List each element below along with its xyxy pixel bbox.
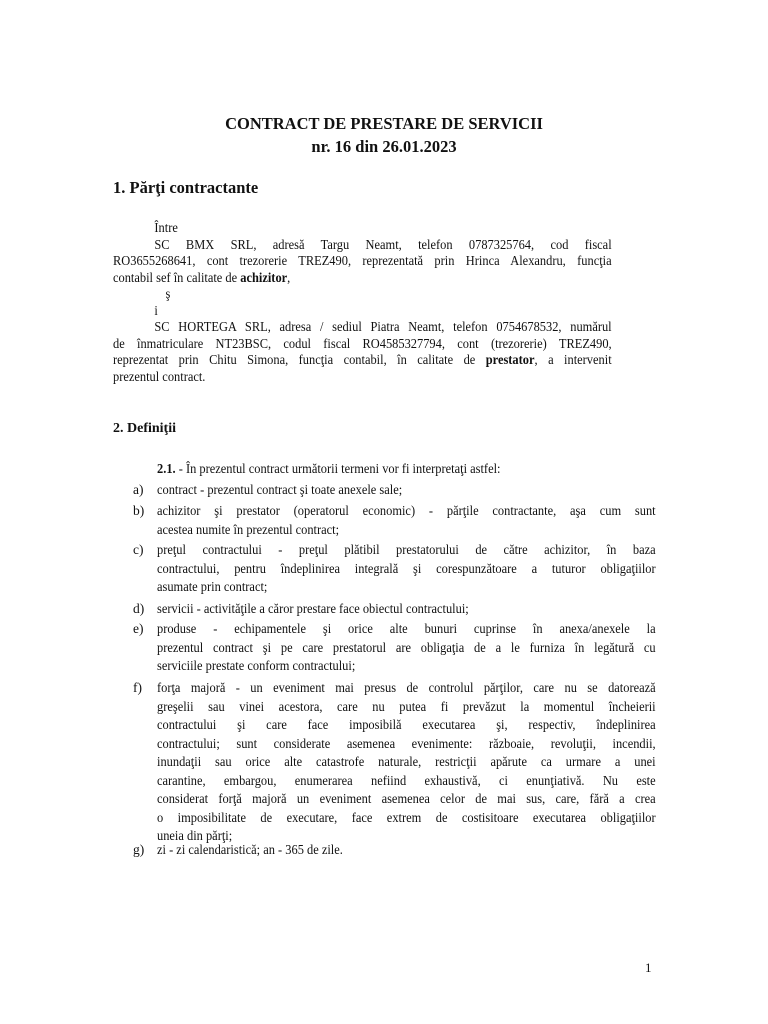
definition-line: contractului; sunt considerate asemenea evenimente: războaie, revoluţii, incendii, (157, 735, 656, 751)
definition-line: zi - zi calendaristică; an - 365 de zile. (157, 842, 343, 857)
definition-text (157, 481, 656, 500)
definition-line: greşelii sau vinei acestora, care nu putea fi prevăzut la momentul încheierii (157, 698, 656, 714)
party2-line1: SC HORTEGA SRL, adresa / sediul Piatra Neamt, telefon 0754678532, numărul (154, 319, 612, 334)
definition-line: contract - prezentul contract şi toate anexele sale; (157, 482, 403, 497)
list-marker: g) (133, 842, 145, 857)
party2-line3 (113, 352, 612, 369)
definition-line: o imposibilitate de executare, face extrem de costisitoare executarea obligaţiilor (157, 809, 656, 825)
party2-role: prestator (485, 352, 535, 367)
definition-line: preţul contractului - preţul plătibil prestatorului de către achizitor, în baza (157, 542, 656, 557)
definition-line: prezentul contract şi pe care prestatorul are obligaţia de a le furniza în legătură cu (157, 639, 656, 655)
conjunction-part1: ş (165, 286, 171, 301)
party1-line3 (113, 270, 612, 287)
party2-line2: de înmatriculare NT23BSC, codul fiscal RO4585327794, cont (trezorerie) TREZ490, (113, 335, 612, 351)
definition-line: inundaţii sau orice alte catastrofe naturale, restricţii apărute ca urmare a unei (157, 754, 656, 769)
party1-line2: RO3655268641, cont trezorerie TREZ490, reprezentată prin Hrinca Alexandru, funcţia (113, 253, 612, 268)
definition-line: carantine, embargou, enumerarea nefiind exhaustivă, ci enunţiativă. Nu este (157, 772, 656, 788)
contract-number: nr. 16 din 26.01.2023 (311, 137, 457, 156)
party2-line3-post: , a intervenit (534, 352, 612, 367)
definition-line: contractului şi care face imposibilă executarea şi, respectiv, îndeplinirea (157, 717, 656, 732)
list-marker: e) (133, 621, 144, 636)
definition-text (157, 841, 656, 860)
intro-text: Între (154, 220, 178, 235)
conjunction-part2: i (154, 302, 158, 318)
clause-text: - În prezentul contract următorii termeni vor fi interpretaţi astfel: (175, 461, 501, 476)
party2-line4: prezentul contract. (113, 368, 206, 384)
party1-line1: SC BMX SRL, adresă Targu Neamt, telefon 0787325764, cod fiscal (154, 236, 612, 252)
party1-line3-post: , (287, 269, 291, 285)
parties-paragraph (113, 220, 612, 385)
definition-line: produse - echipamentele şi orice alte bunuri cuprinse în anexa/anexele la (157, 621, 656, 636)
definition-line: asumate prin contract; (157, 579, 268, 594)
definition-text (157, 502, 656, 539)
definition-line: uneia din părţi; (157, 828, 233, 843)
party1-role: achizitor (240, 269, 288, 285)
section-2-heading: 2. Definiţii (113, 421, 176, 436)
clause-2-1 (157, 461, 500, 477)
definition-line: achizitor şi prestator (operatorul economic) - părţile contractante, aşa cum sunt (157, 503, 656, 518)
party2-line3-pre: reprezentat prin Chitu Simona, funcţia contabil, în calitate de (113, 352, 486, 367)
definition-line: servicii - activităţile a căror prestare face obiectul contractului; (157, 601, 469, 616)
list-marker: d) (133, 601, 145, 616)
section-1-heading: 1. Părţi contractante (113, 178, 259, 197)
definition-text (157, 620, 656, 676)
definition-text (157, 541, 656, 597)
contract-title: CONTRACT DE PRESTARE DE SERVICII (225, 114, 543, 133)
page-number: 1 (645, 960, 652, 975)
list-marker: c) (133, 542, 144, 557)
definition-line: serviciile prestate conform contractului; (157, 658, 356, 673)
definition-text (157, 600, 656, 619)
definition-line: forţa majoră - un eveniment mai presus de controlul părţilor, care nu se datorează (157, 680, 656, 695)
definition-line: considerat forţă majoră un eveniment asemenea celor de mai sus, care, fără a crea (157, 791, 656, 806)
list-marker: f) (133, 680, 142, 695)
party1-line3-pre: contabil sef în calitate de (113, 269, 241, 285)
list-marker: a) (133, 482, 144, 497)
definition-line: acestea numite în prezentul contract; (157, 521, 340, 537)
definition-line: contractului, pentru îndeplinirea integrală şi corespunzătoare a tuturor obligaţiilor (157, 560, 656, 576)
clause-number: 2.1. (157, 461, 176, 476)
list-marker: b) (133, 503, 145, 518)
definition-text (157, 679, 656, 846)
